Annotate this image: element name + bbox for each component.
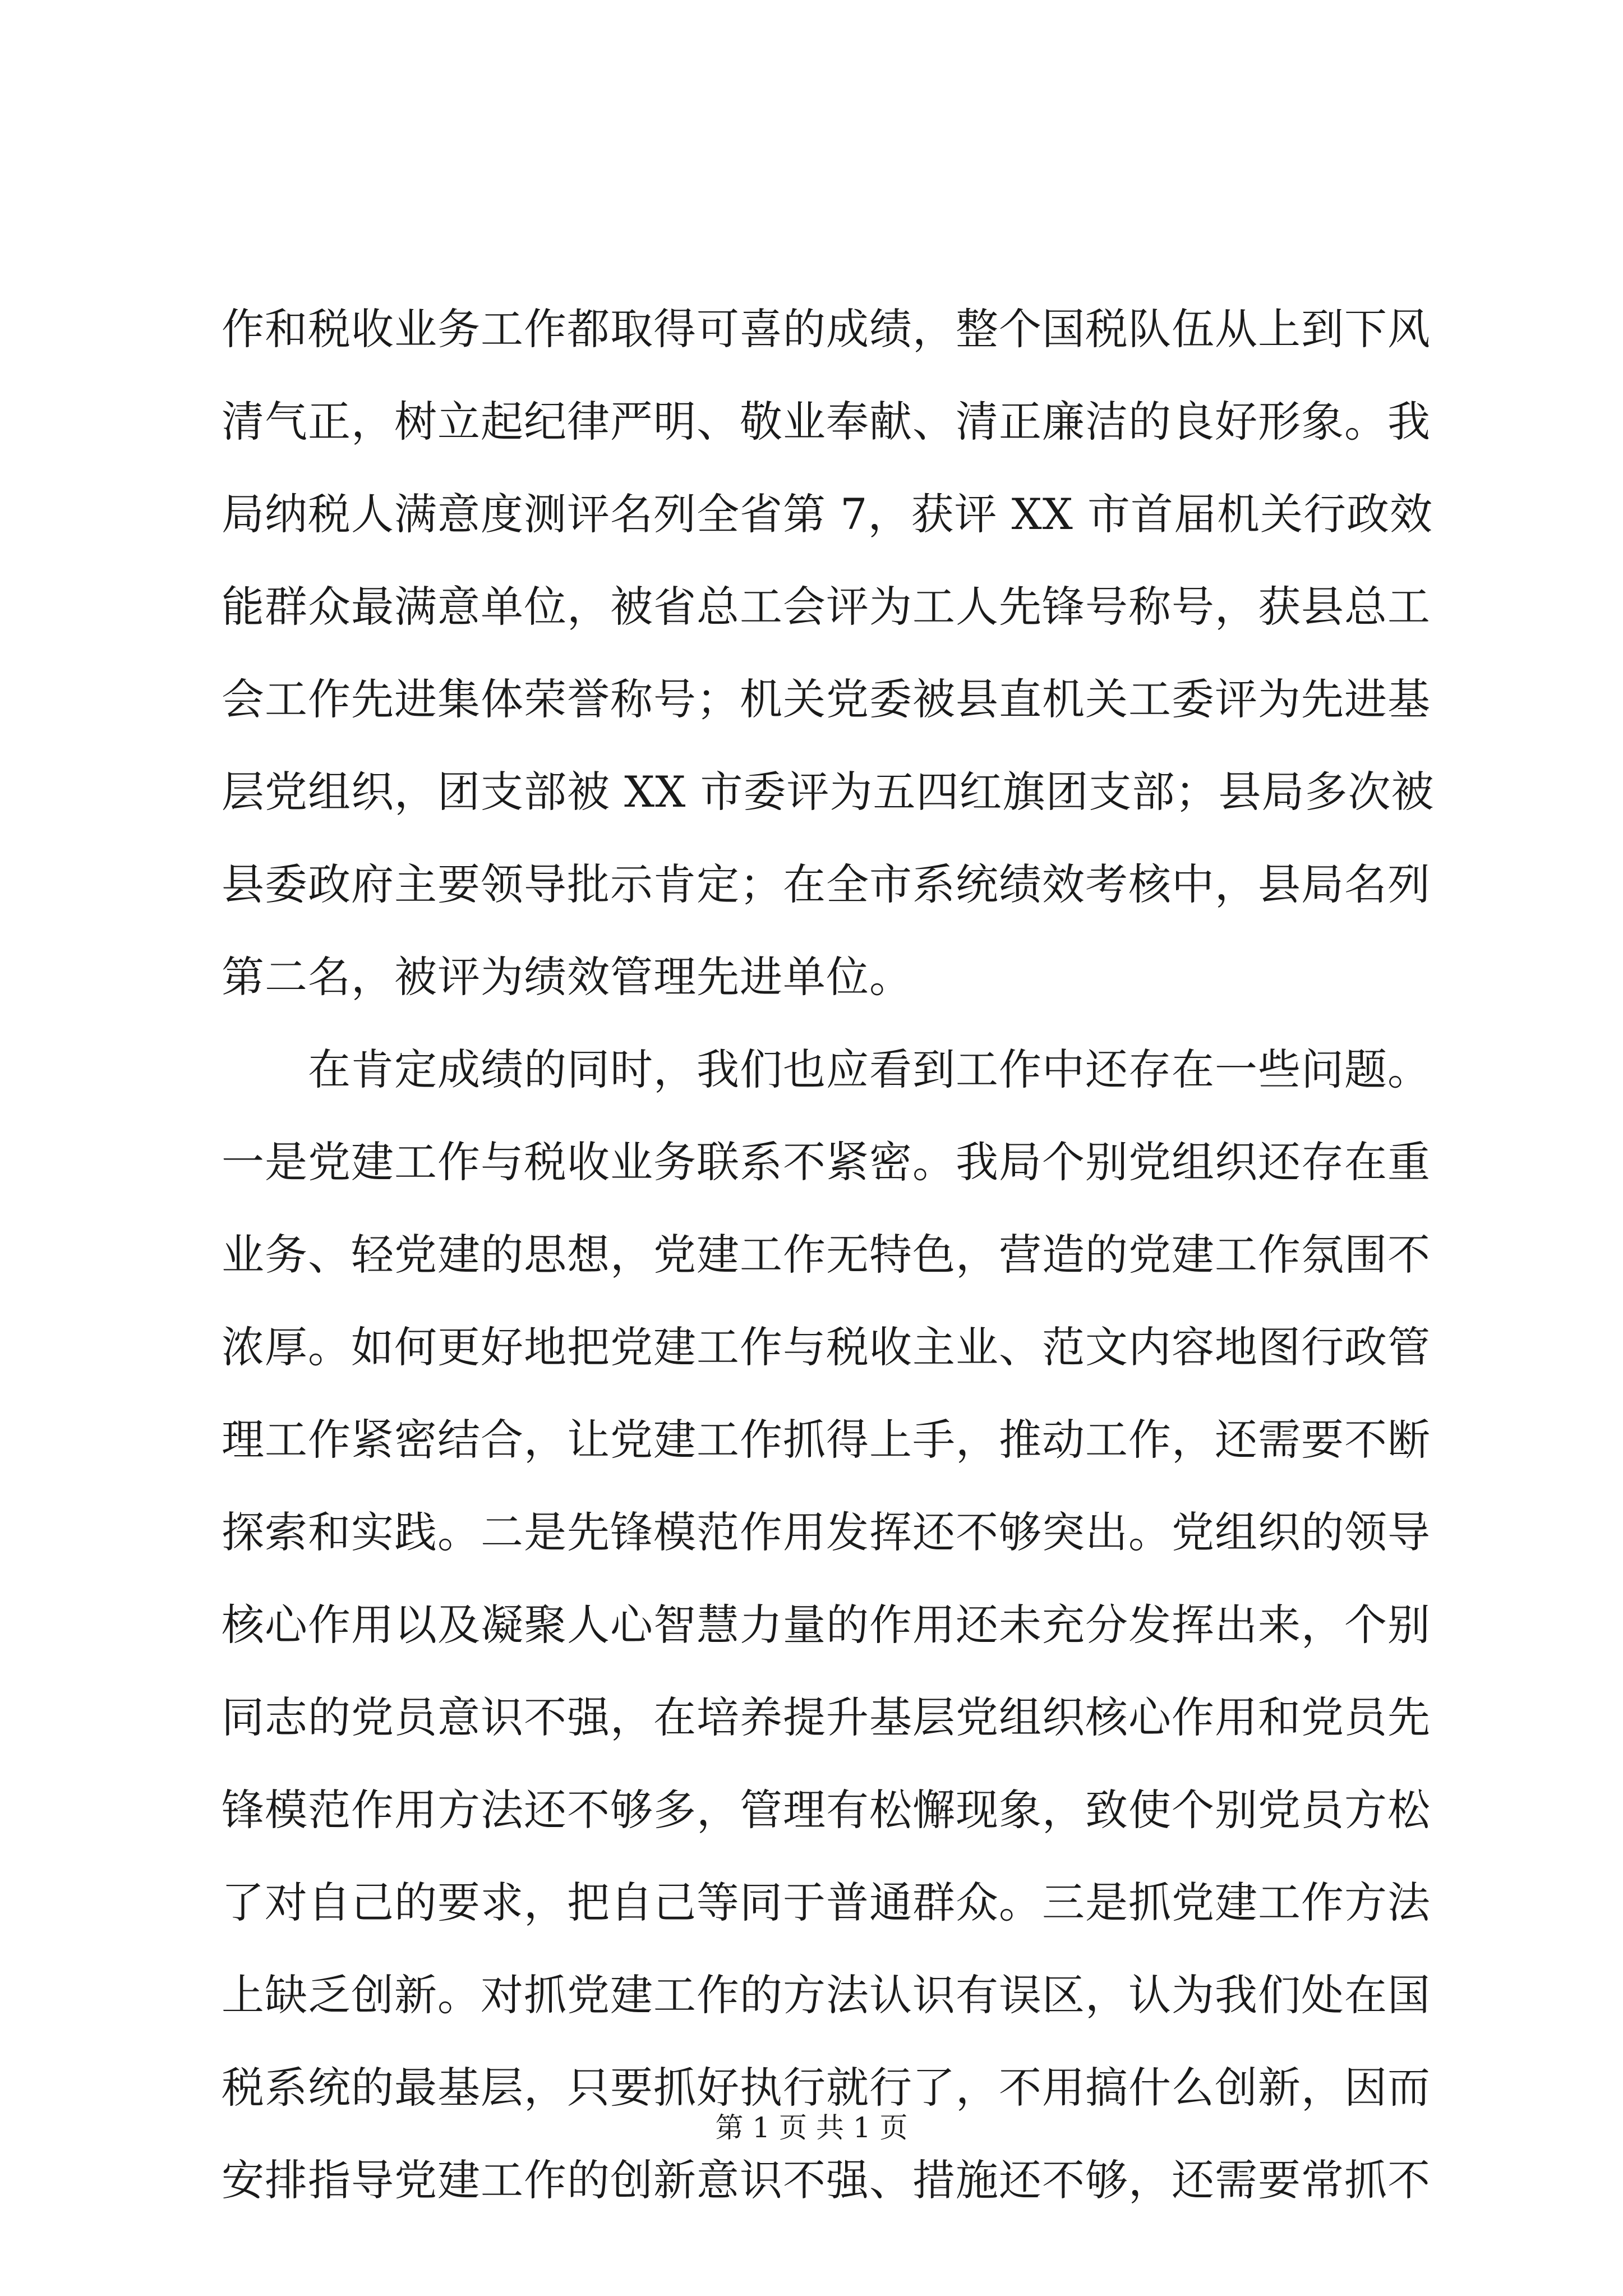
text-line: 探索和实践。二是先锋模范作用发挥还不够突出。党组织的领导 xyxy=(222,1507,1431,1557)
text-line: 了对自己的要求，把自己等同于普通群众。三是抓党建工作方法 xyxy=(222,1878,1431,1927)
text-line: 在肯定成绩的同时，我们也应看到工作中还存在一些问题。 xyxy=(222,1045,1431,1094)
text-line: 同志的党员意识不强，在培养提升基层党组织核心作用和党员先 xyxy=(222,1692,1431,1742)
text-line: 浓厚。如何更好地把党建工作与税收主业、范文内容地图行政管 xyxy=(222,1322,1431,1372)
text-line: 清气正，树立起纪律严明、敬业奉献、清正廉洁的良好形象。我 xyxy=(222,397,1431,447)
text-line: 核心作用以及凝聚人心智慧力量的作用还未充分发挥出来，个别 xyxy=(222,1600,1431,1650)
document-body xyxy=(222,283,1435,2226)
text-line: 层党组织，团支部被 XX 市委评为五四红旗团支部；县局多次被 xyxy=(222,767,1435,817)
text-line: 会工作先进集体荣誉称号；机关党委被县直机关工委评为先进基 xyxy=(222,674,1431,724)
text-line: 作和税收业务工作都取得可喜的成绩，整个国税队伍从上到下风 xyxy=(222,304,1431,354)
text-line: 县委政府主要领导批示肯定；在全市系统绩效考核中，县局名列 xyxy=(222,859,1431,909)
page-footer: 第 1 页 共 1 页 xyxy=(715,2111,908,2144)
text-line: 上缺乏创新。对抓党建工作的方法认识有误区，认为我们处在国 xyxy=(222,1970,1431,2020)
text-line: 锋模范作用方法还不够多，管理有松懈现象，致使个别党员方松 xyxy=(222,1785,1431,1835)
text-line: 局纳税人满意度测评名列全省第 7，获评 XX 市首届机关行政效 xyxy=(222,489,1433,539)
text-line: 税系统的最基层，只要抓好执行就行了，不用搞什么创新，因而 xyxy=(222,2063,1431,2113)
text-line: 理工作紧密结合，让党建工作抓得上手，推动工作，还需要不断 xyxy=(222,1415,1431,1465)
text-line: 业务、轻党建的思想，党建工作无特色，营造的党建工作氛围不 xyxy=(222,1230,1431,1280)
text-line: 一是党建工作与税收业务联系不紧密。我局个别党组织还存在重 xyxy=(222,1137,1431,1187)
text-line: 安排指导党建工作的创新意识不强、措施还不够，还需要常抓不 xyxy=(222,2155,1431,2205)
text-line: 第二名，被评为绩效管理先进单位。 xyxy=(222,952,912,1002)
text-line: 能群众最满意单位，被省总工会评为工人先锋号称号，获县总工 xyxy=(222,582,1431,632)
